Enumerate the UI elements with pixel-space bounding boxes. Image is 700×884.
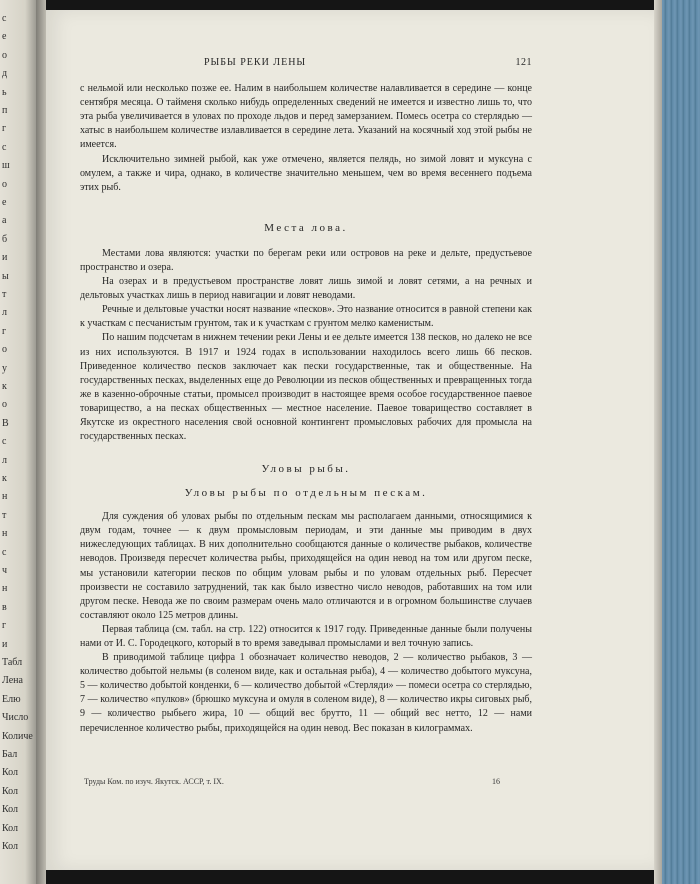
running-header [80,56,532,70]
left-page-glyph: Табл [2,657,23,668]
footer-signature: 16 [492,777,500,786]
left-page-glyph: с [2,546,7,558]
left-page-glyph: а [2,215,7,227]
book-spine [36,0,46,884]
left-page-glyph: В [2,417,9,429]
left-page-glyph: ш [2,160,10,172]
left-page-glyph: г [2,620,7,632]
left-page-glyph: т [2,289,7,300]
page-number: 121 [515,57,532,68]
left-page-glyph: л [2,307,7,319]
left-page-glyph: у [2,362,7,374]
footer-source: Труды Ком. по изуч. Якутск. АССР, т. IX. [84,777,224,786]
left-page-glyph: и [2,638,8,650]
left-page-glyph: Количе [2,730,33,742]
left-page-glyph: н [2,583,8,595]
left-page-glyph: Число [2,712,29,724]
paragraph-6: По нашим подсчетам в нижнем течении реки Лены и ее дельте имеется 138 песков, но далеко не все из них используются. В 1917 и 1924 годах в использовании находилось всего лишь 66 песков. Приведенное количество песков заключает как пески государственные, так и общественные. На государственных песках, выделенных еще до Революции из песков общественных и превращенных тогда же в казенно-оброчные статьи, промысел производит в настоящее время особое государственное паевое товарищество, а на песках общественных — местное население. Паевое товарищество составляет в Якутске из окрестного населения свой основной контингент промысловых рабочих для промысла на государственных песках. [80,332,532,443]
left-page-glyph: к [2,381,7,392]
left-page-glyph: б [2,233,8,245]
left-page-glyph: е [2,31,7,43]
left-page-glyph: е [2,197,7,208]
left-page-glyph: д [2,68,8,80]
left-page-glyph: ь [2,86,7,98]
left-page-glyph: ч [2,565,8,576]
left-page-edge [0,0,36,884]
left-page-glyph: н [2,491,8,503]
page-content [80,56,532,736]
left-page-glyph: с [2,141,7,153]
left-page-glyph: Лена [2,675,23,687]
paragraph-7: Для суждения об уловах рыбы по отдельным пескам мы располагаем данными, относящимися к двум годам, точнее — к двум промысловым периодам, и эти данные мы приводим в двух нижеследующих таблицах. В них дополнительно сообщаются данные о количестве рыбаков, количестве неводов. Произведя пересчет количества рыбы, приходящейся на один невод на том или другом песке, мы установили категории песков по общим уловам рыбы и по уловам отдельных рыб. Пересчет произвести не составило затруднений, так как было известно число неводов, работавших на том или другом песке. Невода же по своим размерам очень мало отличаются и в огромном большинстве случаев составляют около 125 метров длины. [80,511,532,621]
paragraph-1: с нельмой или несколько позже ее. Налим в наибольшем количестве налавливается в середине — конце сентября месяца. О тайменя сколько нибудь определенных сведений не имеется и известно лишь то, что эта рыба увеличивается в уловах по проходе льдов и перед замерзанием. Помесь осетра со стерлядью — хатыс в наибольшем количестве излавливается в середине лета. Указаний на косячный ход этой рыбы не имеется. [80,83,532,151]
left-page-glyph: о [2,344,7,356]
left-page-glyph: Кол [2,804,19,816]
left-page-glyph: и [2,252,8,264]
left-page-glyph: н [2,528,8,540]
left-page-glyph: Кол [2,767,19,779]
left-page-glyph: Кол [2,841,19,852]
left-page-glyph: о [2,399,7,411]
left-page-glyph: Кол [2,822,19,834]
left-page-glyph: т [2,509,7,521]
left-page-glyph: Бал [2,749,18,760]
heading-catches-by-sand: Уловы рыбы по отдельным пескам. [184,487,428,500]
paragraph-8: Первая таблица (см. табл. на стр. 122) относится к 1917 году. Приведенные данные были получены нами от И. С. Городецкого, который в то время заведывал промыслами и вел точную запись. [80,623,532,649]
left-page-glyph: п [2,105,8,116]
left-page-glyph: о [2,49,7,61]
paragraph-4: На озерах и в предустьевом пространстве ловят лишь зимой и ловят сетями, а на речных и дельтовых участках лишь в период навигации и ловят неводами. [80,276,532,302]
left-page-glyph: о [2,178,7,190]
paragraph-2: Исключительно зимней рыбой, как уже отмечено, является пелядь, но зимой ловят и муксуна с омулем, а также и чира, однако, в количестве значительно меньшем, чем во время весеннего подъема этих рыб. [80,153,532,193]
left-page-glyph: г [2,325,7,337]
cover-edge [654,0,700,884]
left-page-glyph: ы [2,270,9,282]
heading-fish-catches: Уловы рыбы. [261,463,351,476]
left-page-glyph: с [2,13,7,24]
page-footer [84,777,500,786]
left-page-glyph: л [2,454,7,466]
paragraph-3: Местами лова являются: участки по берегам реки или островов на реке и дельте, предустьевое пространство и озера. [80,247,532,273]
left-page-glyph: к [2,473,7,484]
paragraph-9: В приводимой таблице цифра 1 обозначает количество неводов, 2 — количество рыбаков, 3 — количество добытой нельмы (в соленом виде, как и остальная рыба), 4 — количество добытого муксуна, 5 — количество добытой конденки, 6 — количество добытой «Стерляди» — помеси осетра со стерлядью, 7 — количество «пулков» (брюшко муксуна и омуля в соленом виде), 8 — количество икры сиговых рыб, 9 — количество рыбьего жира, 10 — общий вес брутто, 11 — общий вес нетто, 12 — нами перечисленное количество рыбы, приходящейся на один невод. Вес показан в килограммах. [80,652,532,734]
left-page-glyph: Елю [2,693,21,705]
left-page-glyph: в [2,601,7,613]
left-page-glyph: с [2,436,7,448]
left-page-glyph: г [2,123,7,135]
left-page-glyph: Кол [2,785,19,797]
running-title: РЫБЫ РЕКИ ЛЕНЫ [204,57,307,68]
paragraph-5: Речные и дельтовые участки носят название «песков». Это название относится в равной степени как к участкам с песчанистым грунтом, так и к участкам с грунтом мелко каменистым. [80,304,532,330]
heading-fishing-places: Места лова. [264,221,348,234]
